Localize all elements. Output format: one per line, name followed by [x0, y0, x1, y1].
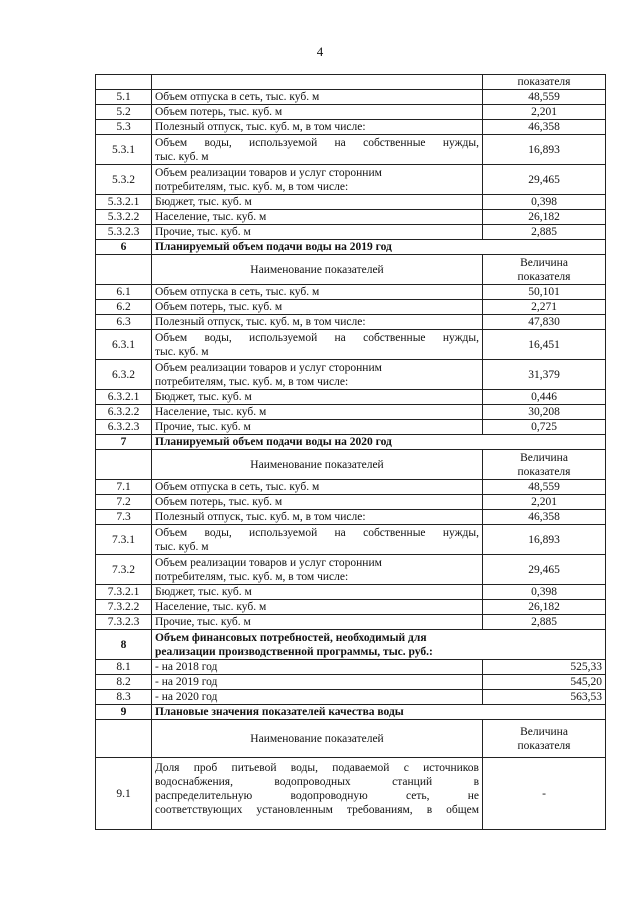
row-value: 31,379: [483, 360, 606, 390]
row-value: 26,182: [483, 600, 606, 615]
column-header-value: [483, 450, 606, 480]
row-label: Объем отпуска в сеть, тыс. куб. м: [152, 480, 483, 495]
table-row: [96, 405, 606, 420]
table-row: [96, 120, 606, 135]
header-line: показателя: [517, 465, 571, 478]
row-value: 2,201: [483, 495, 606, 510]
table-row: [96, 600, 606, 615]
section-heading-row: [96, 435, 606, 450]
row-value: 545,20: [483, 675, 606, 690]
section-number: 8: [96, 630, 152, 660]
row-number: 7.1: [96, 480, 152, 495]
row-label: - на 2019 год: [152, 675, 483, 690]
table-row: [96, 525, 606, 555]
row-value: 47,830: [483, 315, 606, 330]
row-value: 26,182: [483, 210, 606, 225]
section-title-line: реализации производственной программы, тыс. руб.:: [155, 645, 433, 658]
row-label: Прочие, тыс. куб. м: [152, 420, 483, 435]
continuation-header-row: [96, 75, 606, 90]
row-value: 50,101: [483, 285, 606, 300]
section-title: [152, 630, 606, 660]
column-header-value: [483, 255, 606, 285]
row-value: 16,893: [483, 525, 606, 555]
table-row: [96, 555, 606, 585]
row-label: [152, 360, 483, 390]
page-number: 4: [316, 44, 324, 59]
table-row: [96, 495, 606, 510]
row-number: 7.3.2.2: [96, 600, 152, 615]
table-row: [96, 510, 606, 525]
row-value: 30,208: [483, 405, 606, 420]
row-label: [152, 165, 483, 195]
row-label-line: Объем реализации товаров и услуг сторонним: [155, 361, 382, 374]
row-value: -: [483, 758, 606, 830]
row-number: 8.1: [96, 660, 152, 675]
row-label-line: Объем воды, используемой на собственные нужды,: [155, 136, 479, 149]
value-header-cell: показателя: [483, 75, 606, 90]
row-number: 5.3.1: [96, 135, 152, 165]
row-value: 563,53: [483, 690, 606, 705]
name-cell: [152, 75, 483, 90]
row-label: [152, 555, 483, 585]
table-row: [96, 195, 606, 210]
row-number: 5.3.2.1: [96, 195, 152, 210]
row-number: 6.1: [96, 285, 152, 300]
section-number: 7: [96, 435, 152, 450]
row-label-line: потребителям, тыс. куб. м, в том числе:: [155, 180, 349, 193]
row-number: 6.3.1: [96, 330, 152, 360]
row-label: Население, тыс. куб. м: [152, 210, 483, 225]
row-label-line: Объем воды, используемой на собственные нужды,: [155, 526, 479, 539]
table-row: [96, 390, 606, 405]
section-title: Плановые значения показателей качества воды: [152, 705, 606, 720]
section-heading-row: [96, 240, 606, 255]
row-value: 2,201: [483, 105, 606, 120]
header-line: показателя: [517, 739, 571, 752]
row-label: [152, 330, 483, 360]
row-number: 9.1: [96, 758, 152, 830]
row-label-line: Объем реализации товаров и услуг сторонним: [155, 166, 382, 179]
section-title: Планируемый объем подачи воды на 2020 год: [152, 435, 606, 450]
indicators-table: [95, 74, 606, 830]
row-value: 46,358: [483, 510, 606, 525]
header-line: показателя: [517, 270, 571, 283]
table-row: [96, 165, 606, 195]
row-label-line: тыс. куб. м: [155, 540, 209, 553]
row-label: Бюджет, тыс. куб. м: [152, 195, 483, 210]
section-number: 9: [96, 705, 152, 720]
row-number: 7.3: [96, 510, 152, 525]
row-value: 2,885: [483, 615, 606, 630]
section-title: Планируемый объем подачи воды на 2019 год: [152, 240, 606, 255]
table-row: [96, 135, 606, 165]
row-label: Объем отпуска в сеть, тыс. куб. м: [152, 90, 483, 105]
column-header-name: Наименование показателей: [152, 720, 483, 758]
column-header-row: [96, 255, 606, 285]
table-row: [96, 360, 606, 390]
row-label: Население, тыс. куб. м: [152, 405, 483, 420]
section-title-line: Объем финансовых потребностей, необходимый для: [155, 631, 427, 644]
row-label: - на 2018 год: [152, 660, 483, 675]
table-row: [96, 330, 606, 360]
table-row: [96, 210, 606, 225]
num-cell: [96, 450, 152, 480]
row-label: Прочие, тыс. куб. м: [152, 615, 483, 630]
table-row: [96, 675, 606, 690]
row-label: Бюджет, тыс. куб. м: [152, 390, 483, 405]
header-line: Величина: [520, 725, 568, 738]
row-value: 0,398: [483, 585, 606, 600]
column-header-row: [96, 720, 606, 758]
row-label-line: Доля проб питьевой воды, подаваемой с источников: [155, 762, 479, 774]
row-value: 16,451: [483, 330, 606, 360]
header-line: Величина: [520, 451, 568, 464]
row-value: 48,559: [483, 90, 606, 105]
table-row: [96, 315, 606, 330]
row-label: Полезный отпуск, тыс. куб. м, в том числе:: [152, 120, 483, 135]
section-heading-row: [96, 705, 606, 720]
section-heading-row: [96, 630, 606, 660]
table-row: [96, 300, 606, 315]
row-label-line: тыс. куб. м: [155, 150, 209, 163]
row-value: 0,446: [483, 390, 606, 405]
table-row: [96, 480, 606, 495]
row-number: 5.3.2.2: [96, 210, 152, 225]
row-label: Население, тыс. куб. м: [152, 600, 483, 615]
column-header-row: [96, 450, 606, 480]
row-value: 0,398: [483, 195, 606, 210]
row-label-line: потребителям, тыс. куб. м, в том числе:: [155, 570, 349, 583]
row-number: 8.2: [96, 675, 152, 690]
row-value: 29,465: [483, 555, 606, 585]
table-row: [96, 105, 606, 120]
row-number: 7.3.2: [96, 555, 152, 585]
row-label: [152, 525, 483, 555]
row-value: 2,271: [483, 300, 606, 315]
row-number: 6.3: [96, 315, 152, 330]
row-number: 5.3.2.3: [96, 225, 152, 240]
num-cell: [96, 255, 152, 285]
column-header-name: Наименование показателей: [152, 450, 483, 480]
row-label-line: распределительную водопроводную сеть, не: [155, 790, 479, 802]
row-number: 7.3.1: [96, 525, 152, 555]
column-header-name: Наименование показателей: [152, 255, 483, 285]
table-row: [96, 225, 606, 240]
header-line: Величина: [520, 256, 568, 269]
row-number: 7.2: [96, 495, 152, 510]
row-value: 16,893: [483, 135, 606, 165]
row-number: 7.3.2.1: [96, 585, 152, 600]
row-number: 5.1: [96, 90, 152, 105]
row-number: 6.3.2.1: [96, 390, 152, 405]
row-number: 5.3: [96, 120, 152, 135]
row-value: 48,559: [483, 480, 606, 495]
row-number: 8.3: [96, 690, 152, 705]
num-cell: [96, 75, 152, 90]
table-row: [96, 660, 606, 675]
row-label-line: водоснабжения, водопроводных станций в: [155, 776, 479, 788]
row-value: 46,358: [483, 120, 606, 135]
table-row: [96, 690, 606, 705]
row-number: 6.3.2.3: [96, 420, 152, 435]
column-header-value: [483, 720, 606, 758]
row-label: Объем потерь, тыс. куб. м: [152, 300, 483, 315]
row-label-line: Объем реализации товаров и услуг сторонним: [155, 556, 382, 569]
table-row: [96, 615, 606, 630]
table-row: [96, 585, 606, 600]
row-label-line: тыс. куб. м: [155, 345, 209, 358]
table-row: [96, 758, 606, 830]
row-value: 2,885: [483, 225, 606, 240]
row-label-line: Объем воды, используемой на собственные нужды,: [155, 331, 479, 344]
row-number: 6.3.2.2: [96, 405, 152, 420]
row-label: [152, 758, 483, 830]
table-row: [96, 420, 606, 435]
row-label-line: соответствующих установленным требованиям, в общем: [155, 804, 479, 816]
row-number: 6.3.2: [96, 360, 152, 390]
row-number: 6.2: [96, 300, 152, 315]
table-row: [96, 90, 606, 105]
row-label: Полезный отпуск, тыс. куб. м, в том числе:: [152, 510, 483, 525]
row-number: 7.3.2.3: [96, 615, 152, 630]
row-label: [152, 135, 483, 165]
row-value: 0,725: [483, 420, 606, 435]
row-label: Объем потерь, тыс. куб. м: [152, 105, 483, 120]
row-label: Бюджет, тыс. куб. м: [152, 585, 483, 600]
row-label: Объем отпуска в сеть, тыс. куб. м: [152, 285, 483, 300]
row-value: 525,33: [483, 660, 606, 675]
num-cell: [96, 720, 152, 758]
section-number: 6: [96, 240, 152, 255]
table-row: [96, 285, 606, 300]
row-label: Прочие, тыс. куб. м: [152, 225, 483, 240]
row-label-line: потребителям, тыс. куб. м, в том числе:: [155, 375, 349, 388]
row-number: 5.3.2: [96, 165, 152, 195]
row-value: 29,465: [483, 165, 606, 195]
row-number: 5.2: [96, 105, 152, 120]
row-label: Объем потерь, тыс. куб. м: [152, 495, 483, 510]
row-label: Полезный отпуск, тыс. куб. м, в том числе:: [152, 315, 483, 330]
row-label: - на 2020 год: [152, 690, 483, 705]
